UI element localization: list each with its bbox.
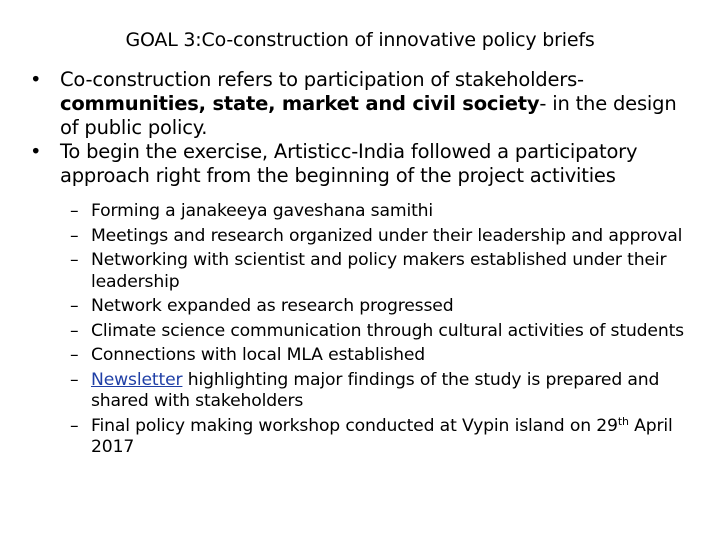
ordinal-suffix: th [617,414,629,428]
dash-icon: – [70,369,79,390]
dash-icon: – [70,296,79,316]
newsletter-link[interactable]: Newsletter [91,369,183,390]
dash-icon: – [70,250,79,270]
dash-icon: – [70,225,79,246]
bullet-icon: • [30,68,42,91]
bullet-text: To begin the exercise, Artisticc-India followed a participatory approach right from the beginning of the project activities [60,140,638,187]
sub-item-meetings [70,226,690,248]
sub-item-text: Networking with scientist and policy makers established under their leadership [91,250,667,292]
sub-item-text: Network expanded as research progressed [91,296,454,316]
sub-item-text-post: April 2017 [91,415,673,457]
sub-item-text: Connections with local MLA established [91,345,426,365]
sub-bullet-list [70,201,690,462]
sub-item-mla-connections [70,345,690,367]
bullet-text-bold: communities, state, market and civil society [60,92,540,115]
dash-icon: – [70,415,79,436]
bullet-list [30,68,700,188]
bullet-item-coconstruction [30,68,700,140]
sub-item-text: Meetings and research organized under their leadership and approval [91,225,683,246]
bullet-item-exercise [30,140,700,188]
bullet-icon: • [30,140,42,163]
sub-item-samithi [70,201,690,223]
sub-item-text: Climate science communication through cultural activities of students [91,320,684,341]
sub-item-networking [70,250,690,293]
dash-icon: – [70,320,79,341]
bullet-text-part2: - in the design of public policy. [60,92,677,139]
sub-item-text: highlighting major findings of the study is prepared and shared with stakeholders [91,369,660,411]
dash-icon: – [70,201,79,221]
sub-item-newsletter [70,370,690,413]
dash-icon: – [70,345,79,365]
sub-item-text-pre: Final policy making workshop conducted at Vypin island on 29 [91,415,618,436]
sub-item-text: Forming a janakeeya gaveshana samithi [91,201,434,221]
slide-title: GOAL 3:Co-construction of innovative policy briefs [125,29,595,51]
sub-item-network-expanded [70,296,690,318]
bullet-text-part1: Co-construction refers to participation of stakeholders- [60,68,584,91]
sub-item-workshop [70,416,690,459]
sub-item-climate-communication [70,321,690,343]
